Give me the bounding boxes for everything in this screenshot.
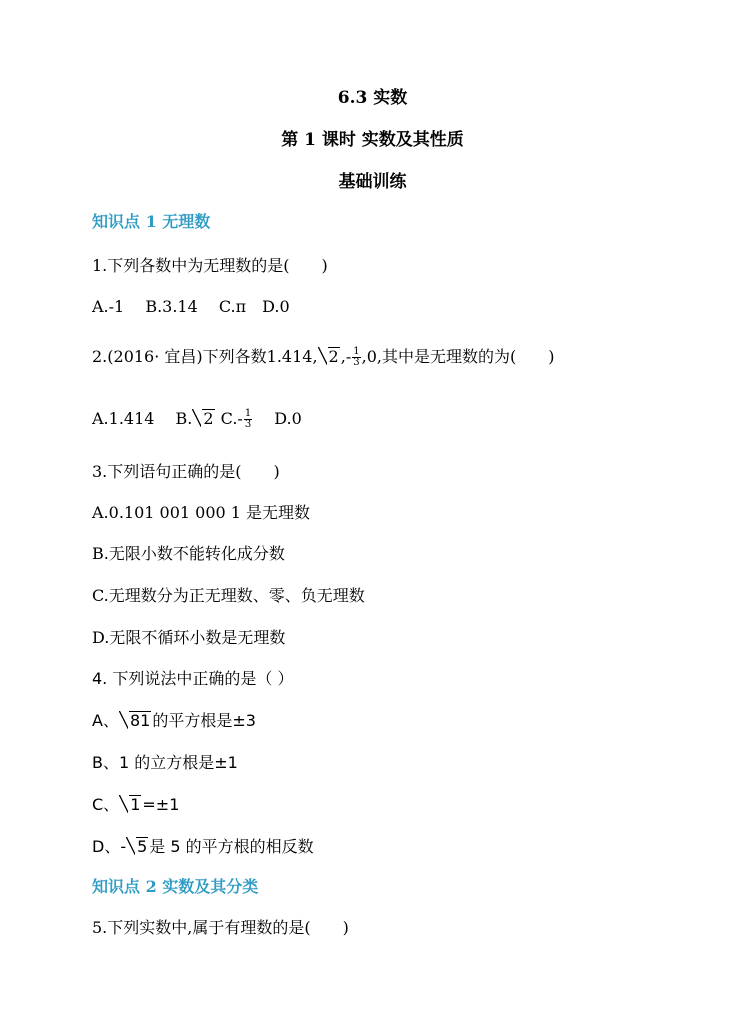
q4-stem: 4. 下列说法中正确的是（ ） (92, 669, 294, 688)
topic-1-heading: 知识点 1 无理数 (92, 212, 211, 231)
q4-c-prefix: C、 (92, 795, 120, 814)
sqrt-symbol (192, 408, 214, 430)
sqrt-symbol (126, 836, 148, 858)
q4-a-radicand: 81 (129, 711, 151, 730)
q3-option-a: A.0.101 001 000 1 是无理数 (92, 503, 311, 522)
q4-d-prefix: D、- (92, 837, 127, 856)
q2-frac-den: 3 (353, 357, 360, 368)
q2-opt-b-radicand: 2 (203, 409, 214, 428)
q2-frac-num: 1 (353, 346, 360, 357)
section-title: 6.3 实数 (337, 88, 408, 108)
q1-options: A.-1 B.3.14 C.π D.0 (92, 297, 290, 316)
q3-option-c: C.无理数分为正无理数、零、负无理数 (92, 586, 365, 605)
q2-stem-prefix: 2.(2016· 宜昌)下列各数1.414, (92, 347, 318, 366)
q2-radicand: 2 (328, 347, 339, 366)
q2-opt-d: D.0 (253, 409, 302, 428)
q2-opt-a: A.1.414 B. (92, 409, 193, 428)
q3-option-b: B.无限小数不能转化成分数 (92, 544, 285, 563)
q4-d-suffix: 是 5 的平方根的相反数 (149, 837, 314, 856)
q4-d-radicand: 5 (137, 837, 148, 856)
q4-a-suffix: 的平方根是±3 (152, 711, 256, 730)
lesson-title: 第 1 课时 实数及其性质 (281, 130, 464, 150)
sqrt-symbol (119, 794, 141, 816)
q2-opt-c-num: 1 (244, 408, 252, 419)
q2-opt-c-den: 3 (244, 419, 252, 430)
q3-option-d: D.无限不循环小数是无理数 (92, 628, 286, 647)
q4-option-a (92, 710, 256, 732)
q4-c-suffix: =±1 (142, 795, 180, 814)
topic-2-heading: 知识点 2 实数及其分类 (92, 877, 259, 896)
q5-stem: 5.下列实数中,属于有理数的是( ) (92, 918, 349, 937)
q1-stem: 1.下列各数中为无理数的是( ) (92, 256, 328, 275)
q2-stem-suffix: ,0,其中是无理数的为( ) (361, 347, 555, 366)
q4-option-b: B、1 的立方根是±1 (92, 753, 238, 772)
q2-fraction (352, 347, 360, 368)
q2-opt-c-fraction (244, 409, 252, 430)
q2-opt-c: C.- (215, 409, 243, 428)
q4-c-radicand: 1 (130, 795, 141, 814)
q2-sep: ,- (340, 347, 352, 366)
sqrt-symbol (119, 710, 151, 732)
q4-option-d (92, 836, 314, 858)
q4-a-prefix: A、 (92, 711, 119, 730)
sqrt-symbol (318, 346, 340, 368)
q4-option-c (92, 794, 179, 816)
q2-stem (92, 346, 554, 368)
q3-stem: 3.下列语句正确的是( ) (92, 462, 280, 481)
training-subtitle: 基础训练 (338, 172, 407, 192)
q2-options (92, 408, 302, 430)
